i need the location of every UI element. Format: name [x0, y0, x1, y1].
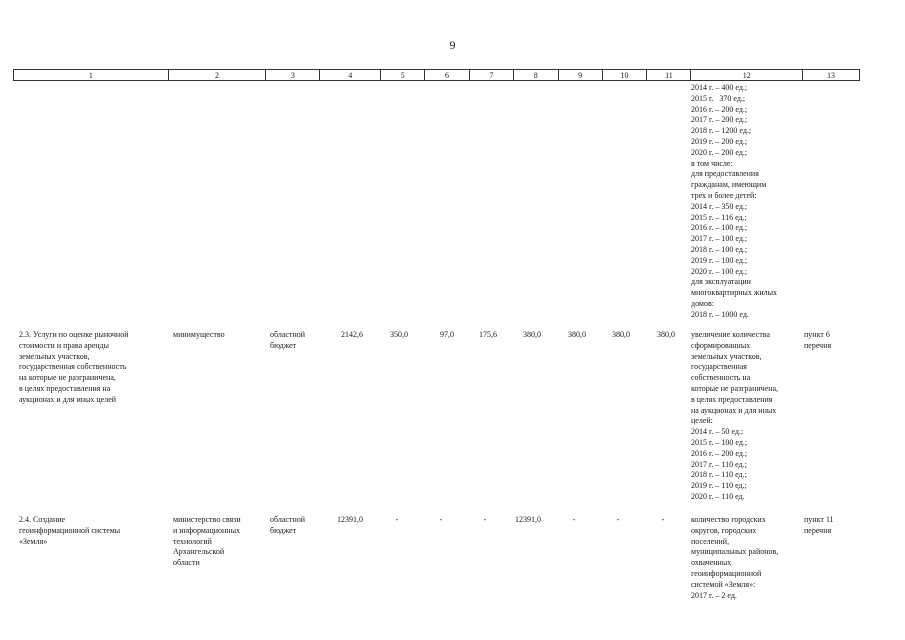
row-2-4-executor: министерство связи и информационных технологий Архангельской области: [173, 515, 241, 568]
row-2-3-executor: минимущество: [173, 330, 225, 339]
col-number: 5: [381, 70, 425, 80]
row-2-3-source: областной бюджет: [270, 330, 306, 350]
row-2-4-name: 2.4. Создание геоинформационной системы «Земля»: [19, 515, 121, 546]
col-number: 7: [470, 70, 514, 80]
row-2-4-2015: -: [439, 515, 443, 524]
col-number: 9: [559, 70, 603, 80]
col-number: 12: [691, 70, 803, 80]
row-2-4-2020: -: [661, 515, 665, 524]
row-2-4-2019: -: [616, 515, 620, 524]
col-number: 3: [266, 70, 320, 80]
col-number: 4: [320, 70, 381, 80]
row-2-4-reference: пункт 11 перечня: [804, 515, 834, 535]
row-2-4-2014: -: [395, 515, 399, 524]
col-number: 13: [827, 71, 836, 80]
row-2-3-name: 2.3. Услуги по оценке рыночной стоимости и права аренды земельных участков, государственная собственность на которые не разграничена, в целях предоставления на аукционах и для иных целей: [19, 330, 129, 404]
col-number: 2: [169, 70, 267, 80]
row-2-4-source: областной бюджет: [270, 515, 306, 535]
row-2-3-reference: пункт 6 перечня: [804, 330, 832, 350]
row-2-4-2016: -: [483, 515, 487, 524]
row-2-4-2018: -: [572, 515, 576, 524]
col-number: 8: [514, 70, 559, 80]
row-2-3-2016: 175,6: [479, 330, 497, 339]
col-number: 6: [425, 70, 470, 80]
row-2-3-2018: 380,0: [568, 330, 586, 339]
row-2-3-2019: 380,0: [612, 330, 630, 339]
col-number: 11: [647, 70, 691, 80]
row-2-4-2017: 12391,0: [515, 515, 541, 524]
page-number: 9: [449, 38, 456, 52]
row-2-3-2017: 380,0: [523, 330, 541, 339]
row-2-3-2020: 380,0: [657, 330, 675, 339]
row-2-4-total: 12391,0: [337, 515, 363, 524]
row-2-3-2014: 350,0: [390, 330, 408, 339]
col-number: 10: [603, 70, 648, 80]
row-2-3-total: 2142,6: [341, 330, 363, 339]
row-2-3-result: увеличение количества сформированных земельных участков, государственная собственность на которые не разграничена, в целях предоставления на аукционах и для иных целей: 2014 г. – 50 ед.; 2015 г. – 100 ед.; 2016 г. – 200 ед.; 2017 г. – 110 ед.; 2018 г. – 110 ед.; 2019 г. – 110 ед.; 2020 г. – 110 ед.: [691, 330, 779, 501]
col-number: 1: [14, 70, 169, 80]
result-continuation: 2014 г. – 400 ед.; 2015 г. 370 ед.; 2016 г. – 200 ед.; 2017 г. – 200 ед.; 2018 г. – 1200 ед.; 2019 г. – 200 ед.; 2020 г. – 200 ед.; в том числе: для предоставления гражданам, имеющим трех и более детей: 2014 г. – 350 ед.; 2015 г. – 116 ед.; 2016 г. – 100 ед.; 2017 г. – 100 ед.; 2018 г. – 100 ед.; 2019 г. – 100 ед.; 2020 г. – 100 ед.; для эксплуатации многоквартирных жилых домов: 2018 г. – 1000 ед.: [691, 83, 778, 319]
row-2-4-result: количество городских округов, городских поселений, муниципальных районов, охваченных геоинформационной системой «Земля»: 2017 г. – 2 ед.: [691, 515, 779, 600]
row-2-3-2015: 97,0: [440, 330, 454, 339]
column-number-header: [13, 69, 860, 81]
